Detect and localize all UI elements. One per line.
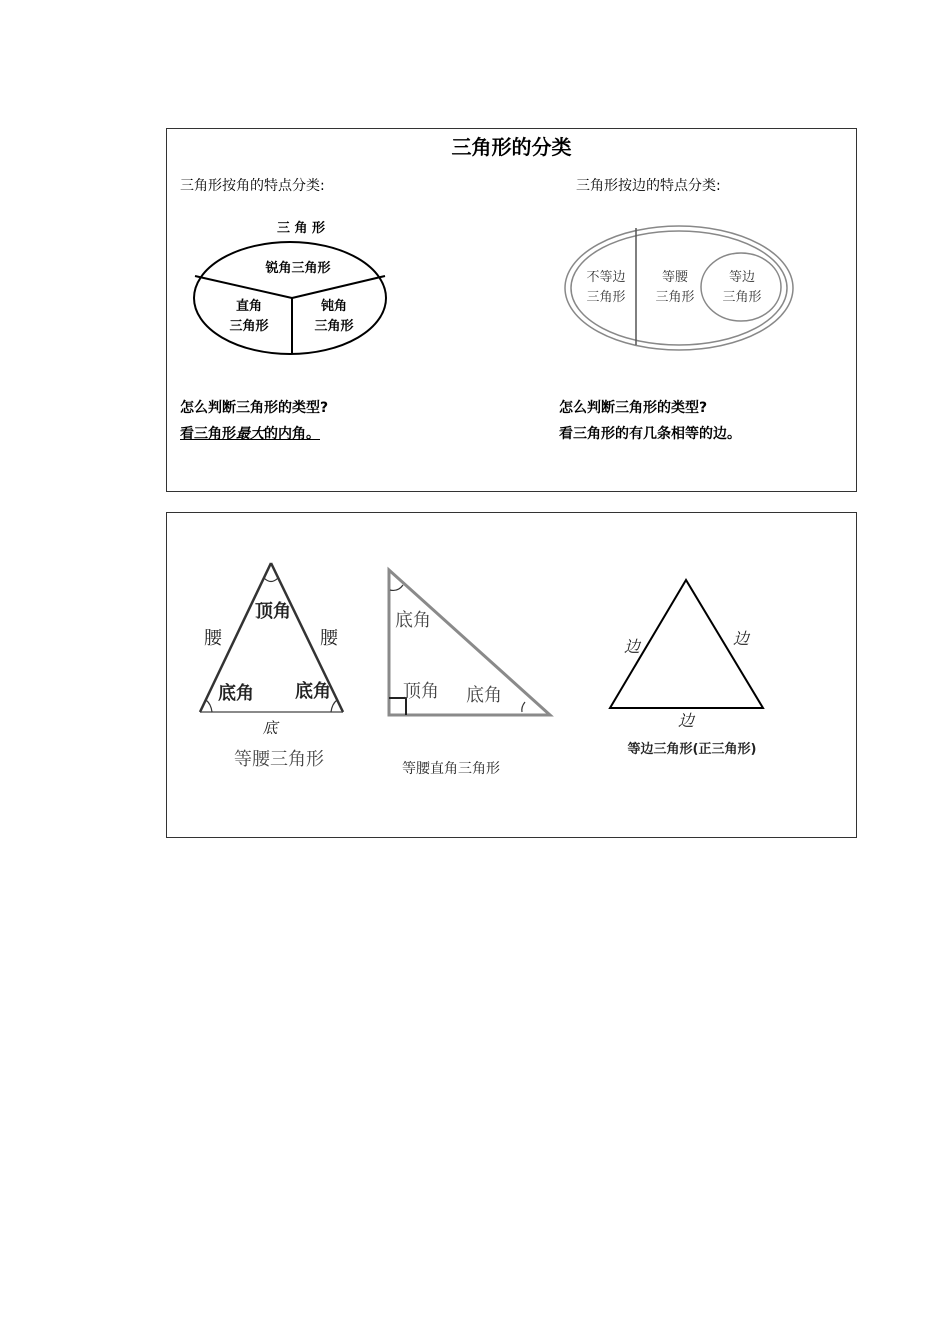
- side-question: 怎么判断三角形的类型?: [559, 400, 708, 416]
- right-isosceles-caption: 等腰直角三角形: [402, 761, 500, 777]
- isosceles-base-label: 底: [262, 719, 278, 737]
- isosceles-base-angle-left-label: 底角: [218, 683, 254, 704]
- side-ellipse-inner: [571, 231, 787, 345]
- divider-left: [195, 276, 292, 298]
- scalene-label-line1: 不等边: [586, 270, 626, 285]
- isosceles-caption: 等腰三角形: [234, 749, 324, 770]
- equilateral-right-side-label: 边: [732, 629, 750, 648]
- by-angle-caption: 三角形按角的特点分类:: [180, 178, 325, 194]
- apex-angle-arc: [264, 578, 278, 582]
- triangle-types-diagram: [167, 513, 858, 839]
- obtuse-label-line2: 三角形: [314, 319, 354, 334]
- equilateral-triangle-figure: [610, 580, 763, 757]
- isosceles-right-leg-label: 腰: [320, 628, 338, 649]
- angle-question: 怎么判断三角形的类型?: [180, 400, 329, 416]
- isosceles-base-angle-right-label: 底角: [295, 681, 331, 702]
- equilateral-circle: [701, 253, 781, 321]
- equilateral-label-line2: 三角形: [722, 290, 762, 305]
- scalene-label-line2: 三角形: [586, 290, 626, 305]
- classification-panel: [166, 128, 857, 492]
- right-isosceles-top-angle-label: 底角: [395, 610, 431, 631]
- base-left-angle-arc: [206, 700, 212, 712]
- side-ellipse-outer: [565, 226, 793, 350]
- top-angle-arc: [390, 585, 403, 590]
- equilateral-bottom-side-label: 边: [677, 711, 695, 730]
- isosceles-apex-label: 顶角: [255, 601, 291, 622]
- isosceles-label-line1: 等腰: [661, 270, 689, 285]
- right-isosceles-triangle-figure: [389, 570, 550, 777]
- equilateral-label-line1: 等边: [728, 270, 756, 285]
- triangle-types-panel: [166, 512, 857, 838]
- by-side-caption: 三角形按边的特点分类:: [576, 178, 721, 194]
- angle-answer-part3: 的内角。: [264, 426, 320, 442]
- angle-answer-part1: 看三角形: [180, 426, 236, 442]
- right-isosceles-right-angle-label: 底角: [466, 685, 502, 706]
- right-label-line1: 直角: [235, 299, 263, 314]
- equilateral-left-side-label: 边: [623, 637, 641, 656]
- divider-right: [292, 276, 385, 298]
- panel-title: 三角形的分类: [451, 135, 572, 159]
- right-isosceles-apex-label: 顶角: [403, 681, 439, 702]
- isosceles-label-line2: 三角形: [655, 290, 695, 305]
- isosceles-triangle-figure: [200, 563, 343, 770]
- acute-label: 锐角三角形: [265, 261, 331, 276]
- angle-answer-emphasis: 最大: [236, 426, 264, 442]
- right-label-line2: 三角形: [229, 319, 269, 334]
- equilateral-caption: 等边三角形(正三角形): [627, 742, 757, 757]
- isosceles-left-leg-label: 腰: [204, 628, 222, 649]
- right-angle-arc: [522, 702, 525, 712]
- side-classification-diagram: [565, 226, 793, 350]
- obtuse-label-line1: 钝角: [320, 299, 348, 314]
- side-answer: 看三角形的有几条相等的边。: [559, 426, 741, 442]
- angle-answer: [180, 427, 320, 441]
- base-right-angle-arc: [331, 700, 337, 712]
- triangle-header: 三 角 形: [276, 221, 326, 236]
